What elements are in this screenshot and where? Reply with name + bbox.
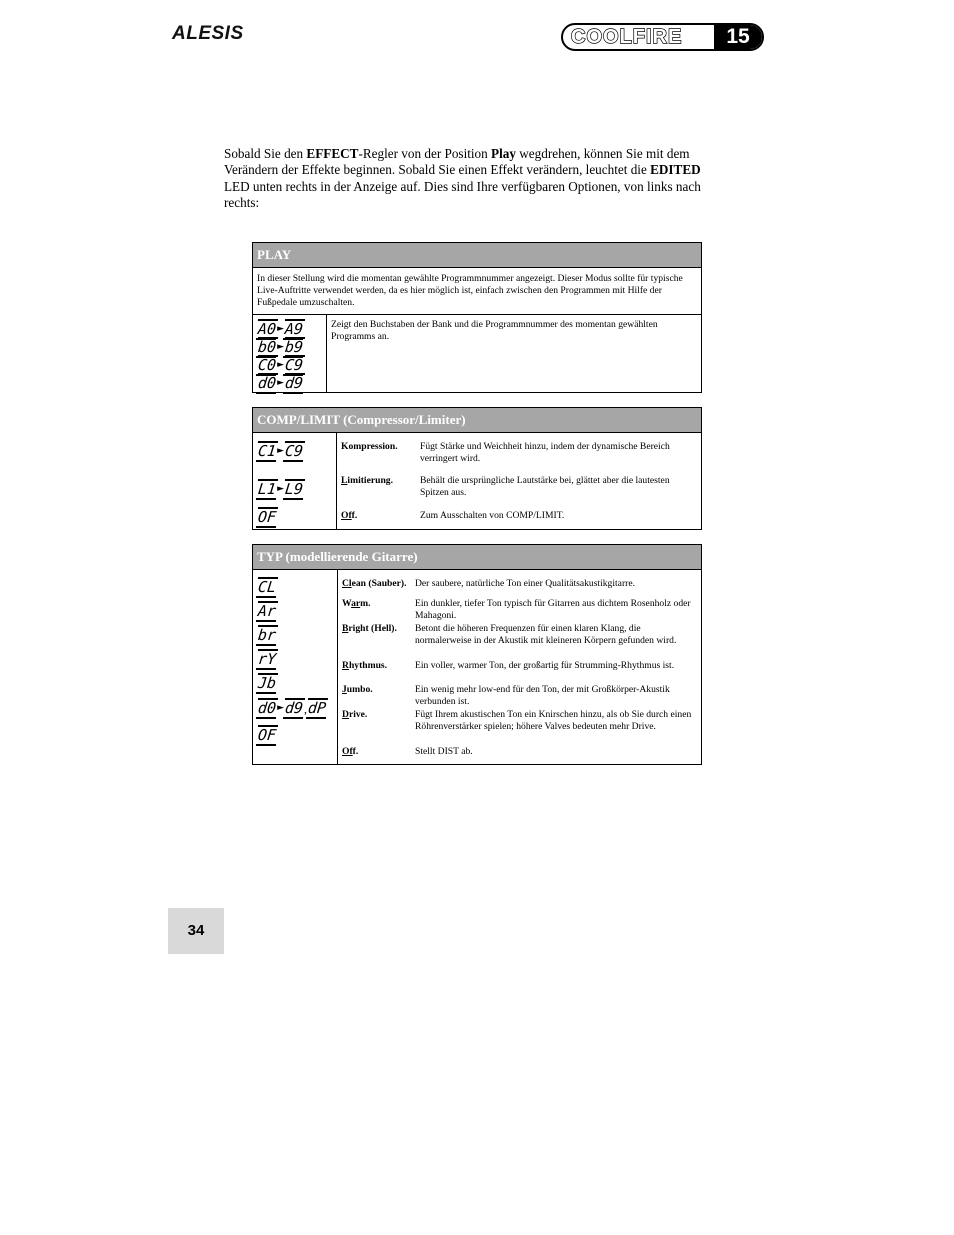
display-c-to: C9 [284,356,305,374]
comp-limit-table-title: COMP/LIMIT (Compressor/Limiter) [253,408,701,433]
comp-entry-term: Off. [341,510,358,521]
comp-entry-definition: Behält die ursprüngliche Lautstärke bei, glättet aber die lautesten Spitzen aus. [420,475,670,498]
display-range-compression: C1►C9 [257,442,305,460]
typ-entry-definition: Ein dunkler, tiefer Ton typisch für Gitarren aus dichtem Rosenholz oder Mahagoni. [415,598,691,621]
display-b-to: b9 [284,338,305,356]
intro-effect-term: EFFECT [306,146,359,161]
page-number: 34 [168,908,224,954]
typ-entries [338,570,701,765]
intro-play-term: Play [491,146,516,161]
typ-entry-definition: Betont die höheren Frequenzen für einen klaren Klang, die normalerweise in der Akustik mit kleineren Körpern gefunden wird. [415,623,677,646]
display-br: br [257,626,278,644]
typ-entry-term: Bright (Hell). [342,623,397,634]
display-range-b: b0►b9 [257,338,305,356]
typ-table [252,544,702,765]
intro-text-4: LED unten rechts in der Anzeige auf. Dies sind Ihre verfügbaren Optionen, von links nach rechts: [224,178,701,211]
typ-entry-definition: Der saubere, natürliche Ton einer Qualitätsakustikgitarre. [415,578,635,589]
display-cl: CL [257,578,278,596]
display-range-drive: d0►d9,dP [257,699,328,717]
coolfire-logo [561,23,764,51]
typ-entry-term: Off. [342,746,359,757]
display-c9: C9 [284,442,305,460]
play-display-column [253,315,327,392]
display-b-from: b0 [257,338,278,356]
display-a-from: A0 [257,320,278,338]
typ-entry-definition: Ein voller, warmer Ton, der großartig für Strumming-Rhythmus ist. [415,660,675,671]
display-range-c: C0►C9 [257,356,305,374]
play-entry-text: Zeigt den Buchstaben der Bank und die Programmnummer des momentan gewählten Programms an. [331,319,658,342]
display-c1: C1 [257,442,278,460]
display-range-limit: L1►L9 [257,480,305,498]
display-of: OF [257,508,278,526]
intro-edited-term: EDITED [650,162,701,178]
play-entry [327,315,701,392]
display-c-from: C0 [257,356,278,374]
display-range-d: d0►d9 [257,374,305,392]
coolfire-logo-word: COOLFIRE [571,26,683,48]
comp-entry-term: Kompression. [341,441,398,452]
typ-entry-term: Jumbo. [342,684,373,695]
alesis-logo-text: ALESIS [172,23,244,44]
typ-entry-term: Rhythmus. [342,660,388,671]
comp-entries [337,433,701,530]
intro-paragraph [224,146,724,212]
display-d-to: d9 [284,374,305,392]
typ-entry-term: Drive. [342,709,368,720]
display-ry: rY [257,650,278,668]
display-a-to: A9 [284,320,305,338]
comp-display-column [253,433,337,530]
comp-entry-term: Limitierung. [341,475,393,486]
intro-text-1: Sobald Sie den [224,146,307,161]
display-d9: d9 [284,699,305,717]
display-l9: L9 [284,480,305,498]
display-off [257,507,277,528]
alesis-logo [172,22,282,46]
coolfire-logo-number: 15 [714,25,762,49]
intro-text-3: wegdrehen, können Sie mit dem Verändern der Effekte beginnen. Sobald Sie einen Effekt verändern, leuchtet die [224,146,690,178]
display-l1: L1 [257,480,278,498]
comp-limit-table [252,407,702,530]
comp-entry-definition: Zum Ausschalten von COMP/LIMIT. [420,510,565,521]
display-d-from: d0 [257,374,278,392]
typ-table-title: TYP (modellierende Gitarre) [253,545,701,570]
display-ar: Ar [257,602,278,620]
display-range-a: A0►A9 [257,320,305,338]
typ-entry-definition: Fügt Ihrem akustischen Ton ein Knirschen hinzu, als ob Sie durch einen Röhrenverstärker spielen; höhere Valves bedeuten mehr Drive. [415,709,692,732]
display-dp: dP [307,699,328,717]
typ-entry-term: Warm. [342,598,371,609]
play-table-title: PLAY [253,243,701,268]
play-table [252,242,702,393]
display-jb: Jb [257,674,278,692]
display-of: OF [257,726,278,744]
typ-entry-definition: Ein wenig mehr low-end für den Ton, der mit Großkörper-Akustik verbunden ist. [415,684,670,707]
intro-text-2: -Regler von der Position [358,146,492,161]
play-description: In dieser Stellung wird die momentan gewählte Programmnummer angezeigt. Dieser Modus sollte für typische Live-Auftritte verwendet werden, da es hier möglich ist, einfach zwischen den Programmen mit Hilfe der Fußpedale umzuschalten. [253,268,701,315]
typ-entry-definition: Stellt DIST ab. [415,746,473,757]
typ-entry-term: Clean (Sauber). [342,578,407,589]
display-d0: d0 [257,699,278,717]
typ-display-column [253,570,338,765]
comp-entry-definition: Fügt Stärke und Weichheit hinzu, indem der dynamische Bereich verringert wird. [420,441,670,464]
